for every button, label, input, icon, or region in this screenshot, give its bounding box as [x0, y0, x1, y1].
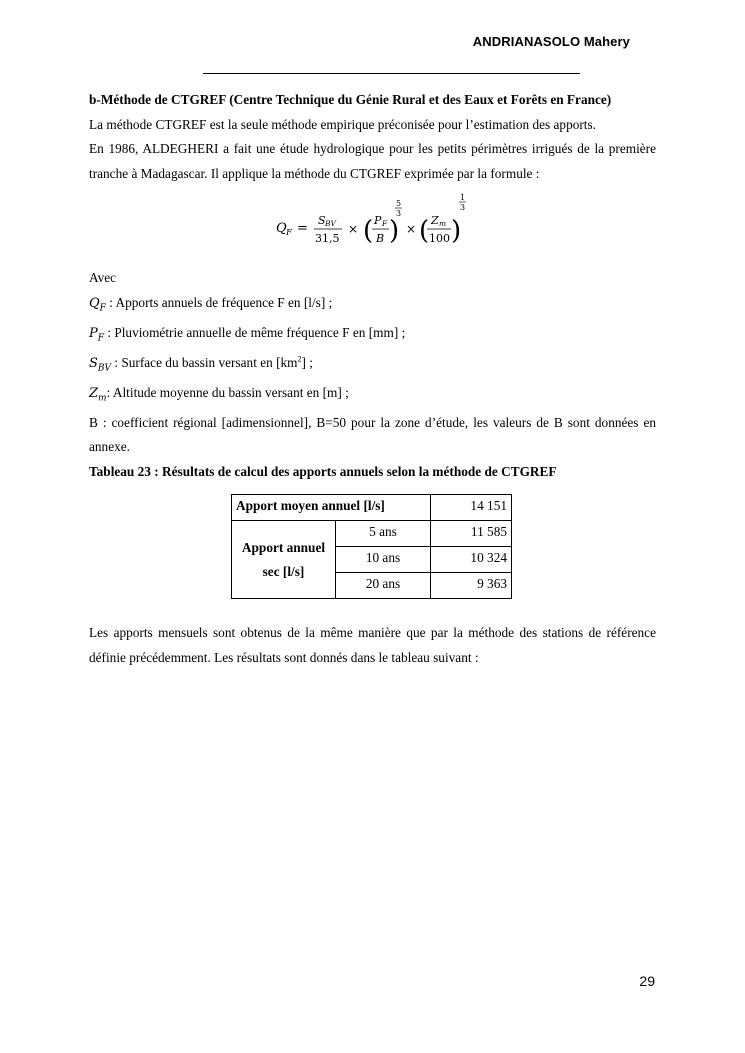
- formula-lhs: Q: [276, 221, 287, 236]
- table-row: [232, 521, 512, 547]
- page-content: [89, 88, 656, 670]
- zm-symbol: $Z_m$: [89, 385, 107, 404]
- table-caption: Tableau 23 : Résultats de calcul des apports annuels selon la méthode de CTGREF: [89, 463, 557, 479]
- formula-exp2-num: 5: [396, 199, 402, 208]
- formula-num3: Z: [431, 214, 439, 227]
- formula-den1: 31,5: [315, 232, 340, 245]
- definition-sbv: $S_{BV}$ : Surface du bassin versant en $[km^2]$ ;: [89, 354, 313, 374]
- definition-pf: $P_F$ : Pluviométrie annuelle de même fréquence F en [mm] ;: [89, 324, 406, 344]
- sbv-symbol: $S_{BV}$: [89, 355, 112, 374]
- formula-graphic: [89, 186, 656, 266]
- results-table: [231, 494, 512, 599]
- formula-times-1: ×: [348, 222, 359, 236]
- value-cell: 10 324: [431, 547, 512, 573]
- formula-num2: P: [374, 214, 382, 227]
- formula-paren-open-2: (: [363, 216, 374, 246]
- header-author: ANDRIANASOLO Mahery: [472, 34, 630, 49]
- formula-num2-sub: F: [382, 219, 388, 228]
- definition-zm: $Z_m$: Altitude moyenne du bassin versant en [m] ;: [89, 384, 349, 404]
- value-cell: 11 585: [431, 521, 512, 547]
- formula-den3: 100: [429, 232, 450, 245]
- formula-num1: S: [318, 214, 326, 227]
- paragraph-2: En 1986, ALDEGHERI a fait une étude hydrologique pour les petits périmètres irrigués de la première tranche à Madagascar. Il applique la méthode du CTGREF exprimée par la formule :: [89, 141, 656, 181]
- period-cell: 10 ans: [336, 547, 431, 573]
- formula-exp3-num: 1: [460, 193, 466, 202]
- formula-paren-open-3: (: [419, 216, 430, 246]
- formula-paren-close-3: ): [451, 216, 462, 246]
- period-cell: 20 ans: [336, 573, 431, 599]
- section-title: b-Méthode de CTGREF (Centre Technique du Génie Rural et des Eaux et Forêts en France): [89, 92, 612, 107]
- formula-equals: =: [297, 221, 308, 236]
- definition-qf: $Q_F$ : Apports annuels de fréquence F en [l/s] ;: [89, 294, 333, 314]
- mean-label-cell: Apport moyen annuel [l/s]: [232, 495, 431, 521]
- formula-exp3-den: 3: [460, 203, 466, 212]
- table-row: [232, 495, 512, 521]
- definition-b: B : coefficient régional [adimensionnel], B=50 pour la zone d’étude, les valeurs de B sont données en annexe.: [89, 414, 656, 455]
- value-cell: 9 363: [431, 573, 512, 599]
- formula-num3-sub: m: [439, 219, 447, 228]
- page-number: 29: [639, 973, 655, 989]
- qf-symbol: $Q_F$: [89, 295, 106, 314]
- mean-value-cell: 14 151: [431, 495, 512, 521]
- avec-label: Avec: [89, 270, 117, 285]
- pf-symbol: $P_F$: [89, 325, 104, 344]
- paragraph-1: La méthode CTGREF est la seule méthode empirique préconisée pour l’estimation des apports.: [89, 116, 596, 132]
- period-cell: 5 ans: [336, 521, 431, 547]
- formula-times-2: ×: [406, 222, 417, 236]
- formula-paren-close-2: ): [389, 216, 400, 246]
- formula-exp2-den: 3: [396, 209, 402, 218]
- header-divider: [203, 73, 580, 74]
- dry-label-cell: Apport annuel sec [l/s]: [232, 521, 336, 599]
- closing-paragraph: Les apports mensuels sont obtenus de la même manière que par la méthode des stations de référence définie précédemment. Les résultats sont donnés dans le tableau suivant :: [89, 625, 656, 665]
- formula-lhs-sub: F: [286, 228, 292, 238]
- formula-num1-sub: BV: [325, 219, 336, 228]
- ctgref-formula: [89, 186, 656, 266]
- formula-den2: B: [376, 232, 385, 245]
